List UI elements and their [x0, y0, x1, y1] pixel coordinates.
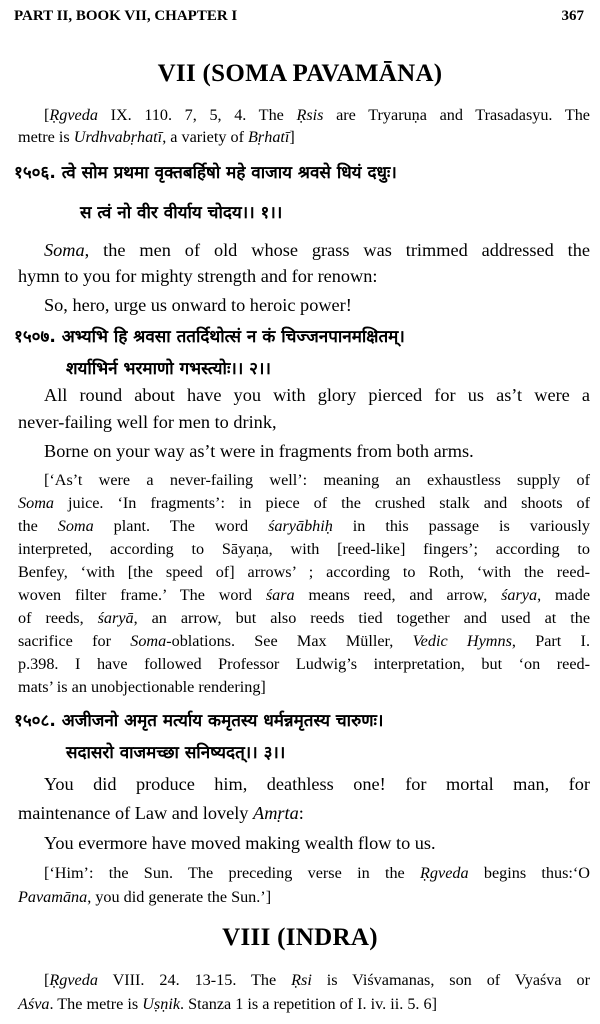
sanskrit-verse-1506-line-2: स त्वं नो वीर वीर्याय चोदय।। १।। — [80, 203, 283, 223]
translation-1506-line-2: hymn to you for mighty strength and for renown: — [18, 266, 378, 286]
sanskrit-verse-1508-line-1: १५०८. अजीजनो अमृत मर्त्याय कमृतस्य धर्मन्नमृतस्य चारुणः। — [14, 711, 384, 731]
section-heading-soma: VII (SOMA PAVAMĀNA) — [157, 60, 443, 87]
commentary-him-line-2: Pavamāna, you did generate the Sun.’] — [18, 888, 272, 906]
commentary-line-9: p.398. I have followed Professor Ludwig’s interpretation, but ‘on reed- — [18, 655, 590, 673]
running-header-title: PART II, BOOK VII, CHAPTER I — [14, 8, 238, 24]
intro-note-indra-line-2: Aśva. The metre is Uṣṇik. Stanza 1 is a repetition of I. iv. ii. 5. 6] — [18, 995, 437, 1013]
sanskrit-verse-1506-line-1: १५०६. त्वे सोम प्रथमा वृक्तबर्हिषो महे वाजाय श्रवसे धियं दधुः। — [14, 163, 397, 183]
commentary-line-4: interpreted, according to Sāyaṇa, with [reed-like] fingers’; according to — [18, 540, 590, 558]
translation-1508-line-3: You evermore have moved making wealth flow to us. — [44, 833, 436, 853]
commentary-line-6: woven filter frame.’ The word śara means reed, and arrow, śarya, made — [18, 586, 590, 604]
commentary-line-5: Benfey, ‘with [the speed of] arrows’ ; according to Roth, ‘with the reed- — [18, 563, 590, 581]
commentary-line-10: mats’ is an unobjectionable rendering] — [18, 678, 266, 696]
intro-note-line-2: metre is Urdhvabṛhatī, a variety of Bṛhatī] — [18, 128, 295, 146]
intro-note-line-1: [Ṛgveda IX. 110. 7, 5, 4. The Ṛsis are Tryaruṇa and Trasadasyu. The — [44, 106, 590, 124]
commentary-line-1: [‘As’t were a never-failing well’: meaning an exhaustless supply of — [44, 471, 590, 489]
translation-1508-line-1: You did produce him, deathless one! for mortal man, for — [44, 774, 590, 794]
translation-1507-line-2: never-failing well for men to drink, — [18, 412, 277, 432]
section-heading-indra: VIII (INDRA) — [222, 924, 378, 951]
sanskrit-verse-1507-line-2: शर्याभिर्न भरमाणो गभस्त्योः।। २।। — [66, 359, 271, 379]
commentary-line-3: the Soma plant. The word śaryābhiḥ in this passage is variously — [18, 517, 590, 535]
translation-1507-line-3: Borne on your way as’t were in fragments from both arms. — [44, 441, 474, 461]
intro-note-indra-line-1: [Ṛgveda VIII. 24. 13-15. The Ṛsi is Viśvamanas, son of Vyaśva or — [44, 971, 590, 989]
translation-1506-line-1: Soma, the men of old whose grass was trimmed addressed the — [44, 240, 590, 260]
translation-1507-line-1: All round about have you with glory pierced for us as’t were a — [44, 385, 590, 405]
commentary-line-8: sacrifice for Soma-oblations. See Max Müller, Vedic Hymns, Part I. — [18, 632, 590, 650]
sanskrit-verse-1507-line-1: १५०७. अभ्यभि हि श्रवसा ततर्दिथोत्सं न कं चिज्जनपानमक्षितम्। — [14, 327, 405, 347]
page-number: 367 — [561, 8, 584, 24]
sanskrit-verse-1508-line-2: सदासरो वाजमच्छा सनिष्यदत्।। ३।। — [66, 743, 286, 763]
commentary-line-2: Soma juice. ‘In fragments’: in piece of the crushed stalk and shoots of — [18, 494, 590, 512]
translation-1506-line-3: So, hero, urge us onward to heroic power! — [44, 295, 352, 315]
translation-1508-line-2: maintenance of Law and lovely Amṛta: — [18, 803, 304, 823]
commentary-him-line-1: [‘Him’: the Sun. The preceding verse in the Ṛgveda begins thus:‘O — [44, 864, 590, 882]
commentary-line-7: of reeds, śaryā, an arrow, but also reeds tied together and used at the — [18, 609, 591, 627]
